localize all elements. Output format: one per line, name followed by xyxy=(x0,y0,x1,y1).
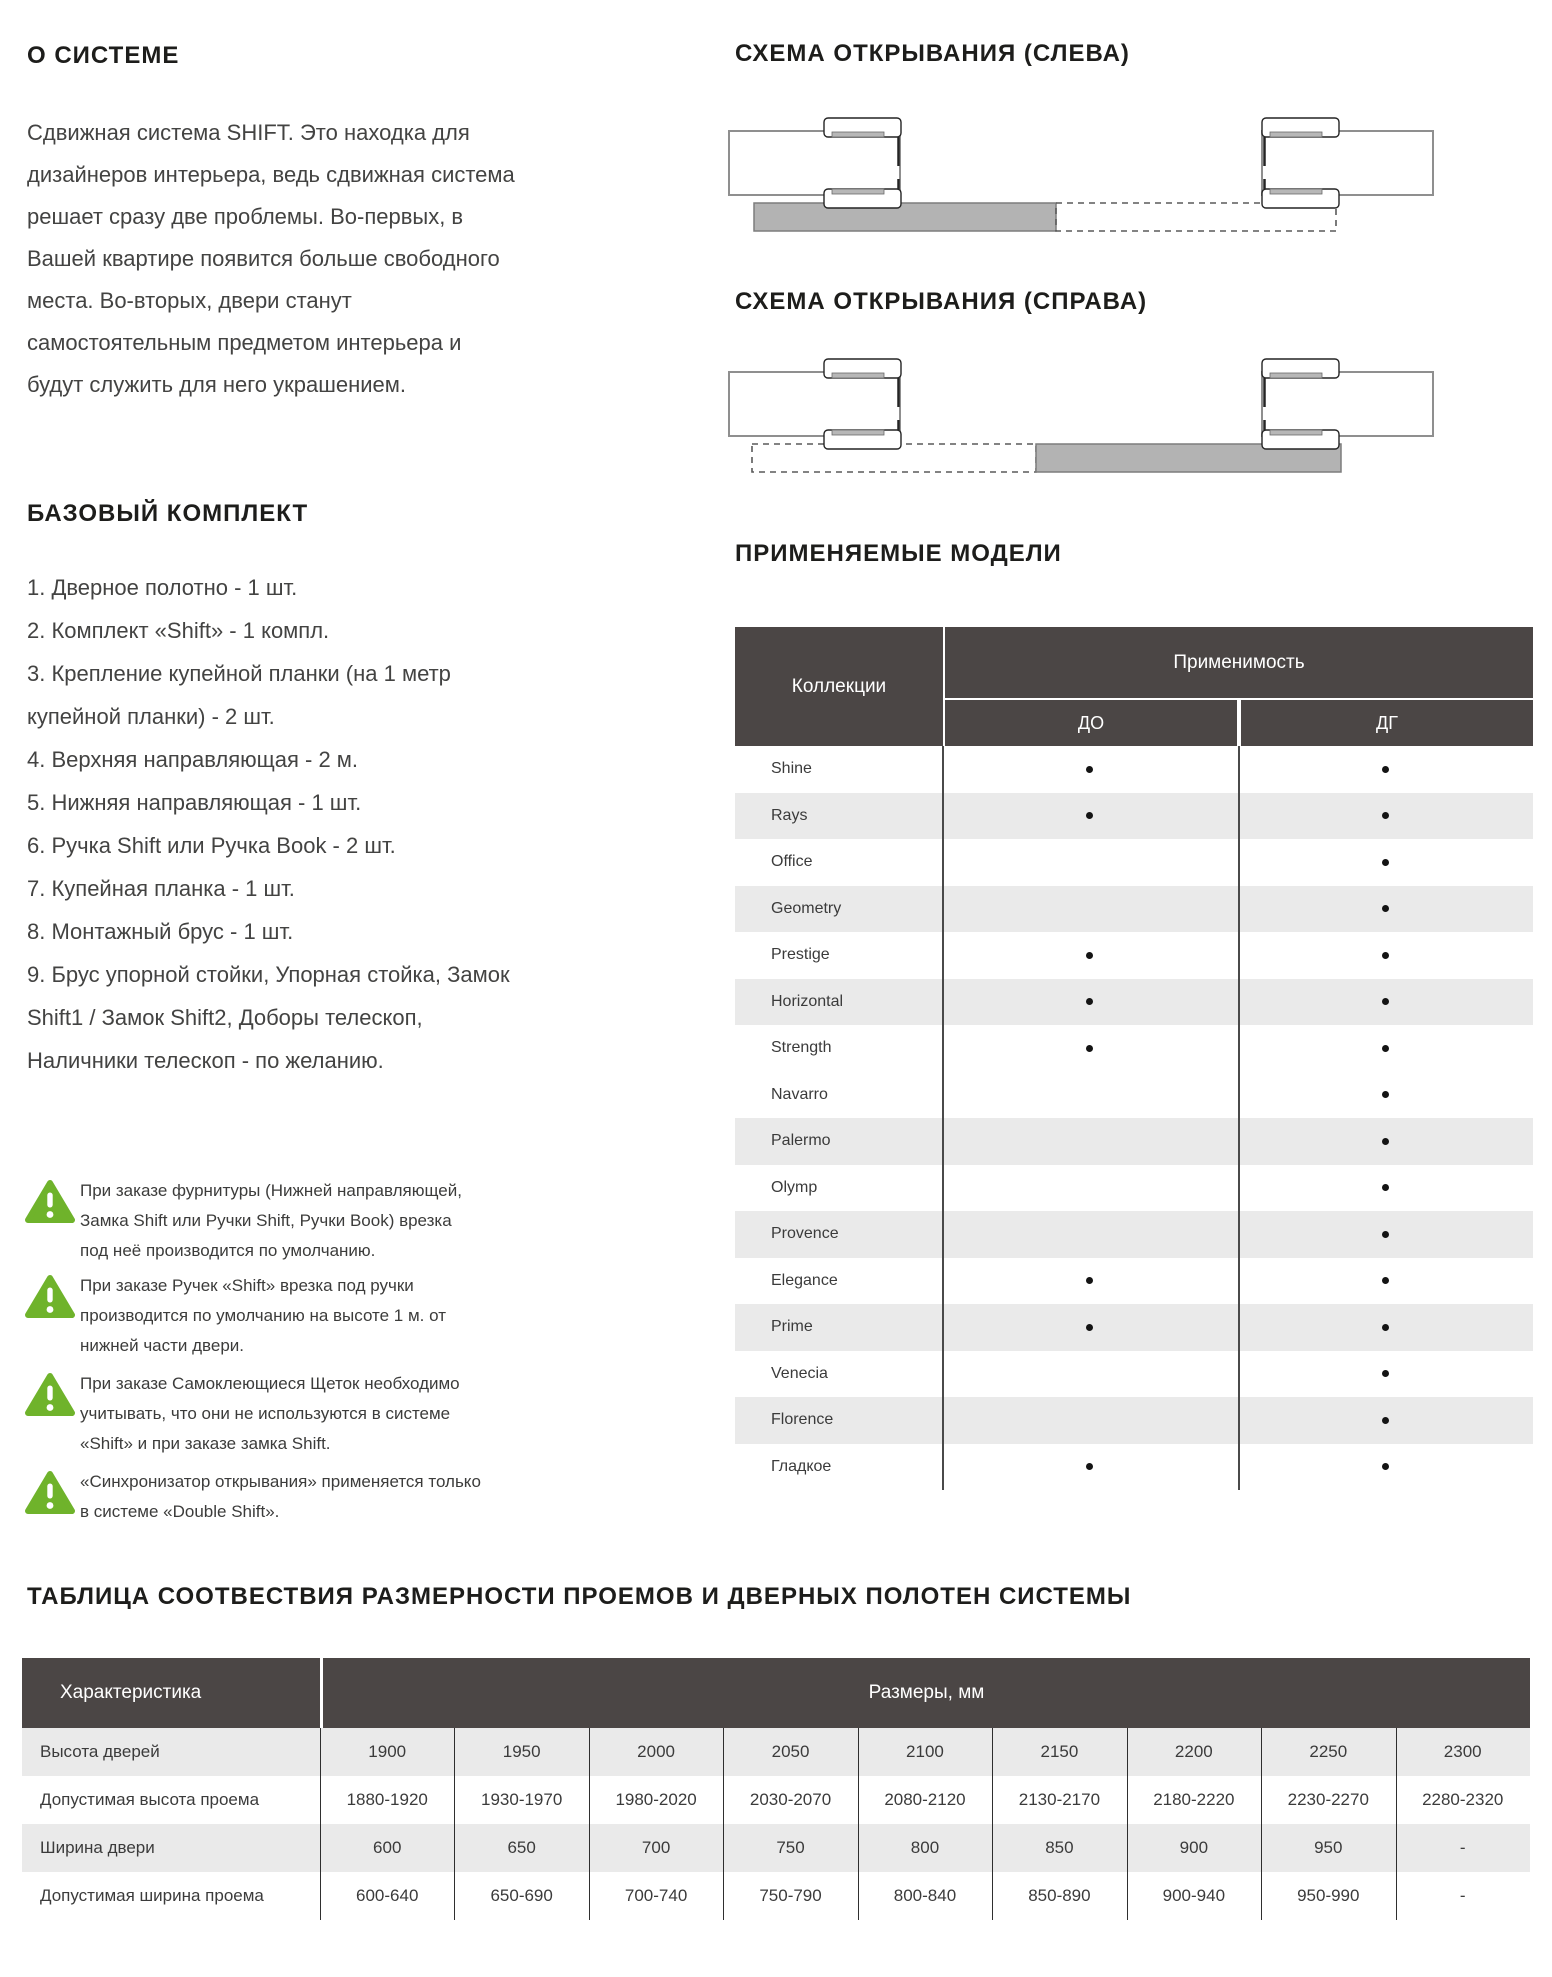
column-divider xyxy=(1238,746,1240,1490)
size-cell: 1930-1970 xyxy=(481,1790,563,1809)
kit-item: 9. Брус упорной стойки, Упорная стойка, Замок Shift1 / Замок Shift2, Доборы телескоп, Наличники телескоп - по желанию. xyxy=(27,962,510,1073)
do-dot xyxy=(1086,1463,1093,1470)
size-cell: 1980-2020 xyxy=(615,1790,697,1809)
table-row xyxy=(735,932,1533,979)
dg-dot xyxy=(1382,1138,1389,1145)
collection-name: Shine xyxy=(771,760,812,778)
column-divider xyxy=(454,1728,455,1920)
size-cell: 2130-2170 xyxy=(1018,1790,1101,1809)
collection-name: Office xyxy=(771,853,813,871)
table-row xyxy=(735,1165,1533,1212)
kit-heading: БАЗОВЫЙ КОМПЛЕКТ xyxy=(27,500,309,527)
collection-name: Navarro xyxy=(771,1085,828,1103)
column-divider xyxy=(942,746,944,1490)
size-cell: 2000 xyxy=(637,1742,675,1761)
kit-item: 4. Верхняя направляющая - 2 м. xyxy=(27,747,359,772)
models-header-collections: Коллекции xyxy=(735,627,943,746)
dg-dot xyxy=(1382,1231,1389,1238)
size-cell: 2230-2270 xyxy=(1287,1790,1369,1809)
dg-dot xyxy=(1382,859,1389,866)
size-rows xyxy=(22,1728,1530,1920)
size-cell: 850 xyxy=(1045,1838,1074,1857)
size-cell: 2200 xyxy=(1174,1742,1213,1761)
kit-item: 3. Крепление купейной планки (на 1 метр купейной планки) - 2 шт. xyxy=(27,661,451,729)
kit-item: 7. Купейная планка - 1 шт. xyxy=(27,876,295,901)
warning-triangle-icon xyxy=(25,1470,75,1515)
dg-dot xyxy=(1382,1184,1389,1191)
table-row xyxy=(735,839,1533,886)
size-cell: 950 xyxy=(1314,1838,1343,1857)
size-cell: 950-990 xyxy=(1297,1886,1360,1905)
do-dot xyxy=(1086,1277,1093,1284)
table-row xyxy=(735,793,1533,840)
collection-name: Rays xyxy=(771,806,808,824)
kit-item: 5. Нижняя направляющая - 1 шт. xyxy=(27,790,362,815)
size-cell: 2150 xyxy=(1040,1742,1079,1761)
kit-item: 8. Монтажный брус - 1 шт. xyxy=(27,919,294,944)
size-row-label: Высота дверей xyxy=(40,1742,160,1761)
column-divider xyxy=(992,1728,993,1920)
warning-text: При заказе Ручек «Shift» врезка под ручки производится по умолчанию на высоте 1 м. от нижней части двери. xyxy=(80,1276,446,1355)
size-row-label: Допустимая высота проема xyxy=(40,1790,260,1809)
size-cell: 600 xyxy=(373,1838,402,1857)
collection-name: Elegance xyxy=(771,1271,838,1289)
size-row-label: Допустимая ширина проема xyxy=(40,1886,264,1905)
table-row xyxy=(735,1444,1533,1491)
size-cell: 900 xyxy=(1179,1838,1209,1857)
kit-item: 6. Ручка Shift или Ручка Book - 2 шт. xyxy=(27,833,396,858)
size-cell: 2180-2220 xyxy=(1153,1790,1235,1809)
collection-name: Strength xyxy=(771,1039,832,1057)
scheme-right-heading: СХЕМА ОТКРЫВАНИЯ (СПРАВА) xyxy=(735,288,1148,315)
dg-dot xyxy=(1382,1463,1389,1470)
scheme-right-diagram xyxy=(725,349,1540,484)
scheme-left-heading: СХЕМА ОТКРЫВАНИЯ (СЛЕВА) xyxy=(735,40,1130,67)
kit-item: 1. Дверное полотно - 1 шт. xyxy=(27,575,298,600)
table-row xyxy=(735,1397,1533,1444)
size-cell: 800 xyxy=(910,1838,940,1857)
dg-dot xyxy=(1382,1045,1389,1052)
size-cell: - xyxy=(1459,1838,1466,1857)
column-divider xyxy=(320,1728,321,1920)
size-cell: 700-740 xyxy=(624,1886,688,1905)
do-dot xyxy=(1086,766,1093,773)
dg-dot xyxy=(1382,1417,1389,1424)
about-heading: О СИСТЕМЕ xyxy=(27,42,180,69)
dg-dot xyxy=(1382,1277,1389,1284)
collection-name: Venecia xyxy=(771,1364,828,1382)
size-cell: 2280-2320 xyxy=(1422,1790,1504,1809)
warning-text: При заказе фурнитуры (Нижней направляющей, Замка Shift или Ручки Shift, Ручки Book) врезка под неё производится по умолчанию. xyxy=(80,1181,462,1260)
warning-triangle-icon xyxy=(25,1274,75,1319)
dg-dot xyxy=(1382,998,1389,1005)
dg-dot xyxy=(1382,1370,1389,1377)
table-row xyxy=(735,979,1533,1026)
collection-name: Prime xyxy=(771,1318,813,1336)
table-row xyxy=(735,1211,1533,1258)
column-divider xyxy=(1396,1728,1397,1920)
kit-item: 2. Комплект «Shift» - 1 компл. xyxy=(27,618,330,643)
size-cell: - xyxy=(1459,1886,1466,1905)
column-divider xyxy=(1261,1728,1262,1920)
models-table-header xyxy=(735,627,1533,746)
warning-text: При заказе Самоклеющиеся Щеток необходимо учитывать, что они не используются в системе «Shift» и при заказе замка Shift. xyxy=(80,1374,460,1453)
size-cell: 2030-2070 xyxy=(749,1790,832,1809)
table-row xyxy=(22,1776,1530,1824)
size-table-header xyxy=(22,1658,1530,1728)
warning-triangle-icon xyxy=(25,1372,75,1417)
models-header-dg: ДГ xyxy=(1241,700,1533,746)
collection-name: Olymp xyxy=(771,1178,818,1196)
table-row xyxy=(22,1728,1530,1776)
size-cell: 850-890 xyxy=(1028,1886,1091,1905)
table-row xyxy=(735,886,1533,933)
size-cell: 1880-1920 xyxy=(346,1790,428,1809)
size-cell: 650-690 xyxy=(490,1886,553,1905)
table-row xyxy=(22,1872,1530,1920)
table-row xyxy=(22,1824,1530,1872)
collection-name: Prestige xyxy=(771,946,830,964)
collection-name: Florence xyxy=(771,1411,834,1429)
size-cell: 800-840 xyxy=(893,1886,957,1905)
models-heading: ПРИМЕНЯЕМЫЕ МОДЕЛИ xyxy=(735,540,1062,567)
size-cell: 2100 xyxy=(906,1742,944,1761)
column-divider xyxy=(723,1728,724,1920)
dg-dot xyxy=(1382,905,1389,912)
size-cell: 2250 xyxy=(1309,1742,1348,1761)
column-divider xyxy=(589,1728,590,1920)
size-cell: 2300 xyxy=(1443,1742,1482,1761)
do-dot xyxy=(1086,1045,1093,1052)
models-header-applicability: Применимость xyxy=(945,627,1533,698)
column-divider xyxy=(858,1728,859,1920)
do-dot xyxy=(1086,812,1093,819)
dg-dot xyxy=(1382,952,1389,959)
size-cell: 650 xyxy=(507,1838,536,1857)
warning-triangle-icon xyxy=(25,1179,75,1224)
size-cell: 750 xyxy=(776,1838,805,1857)
size-header-sizes: Размеры, мм xyxy=(323,1658,1530,1728)
table-row xyxy=(735,1072,1533,1119)
warning-text: «Синхронизатор открывания» применяется только в системе «Double Shift». xyxy=(80,1472,481,1521)
do-dot xyxy=(1086,998,1093,1005)
do-dot xyxy=(1086,1324,1093,1331)
size-header-characteristic: Характеристика xyxy=(22,1658,320,1728)
table-row xyxy=(735,1118,1533,1165)
size-cell: 900-940 xyxy=(1162,1886,1226,1905)
size-cell: 1900 xyxy=(368,1742,407,1761)
size-cell: 2080-2120 xyxy=(884,1790,966,1809)
dg-dot xyxy=(1382,1091,1389,1098)
collection-name: Provence xyxy=(771,1225,839,1243)
size-table-heading: ТАБЛИЦА СООТВЕСТВИЯ РАЗМЕРНОСТИ ПРОЕМОВ И ДВЕРНЫХ ПОЛОТЕН СИСТЕМЫ xyxy=(27,1583,1132,1610)
size-cell: 750-790 xyxy=(759,1886,822,1905)
size-cell: 600-640 xyxy=(356,1886,419,1905)
table-row xyxy=(735,746,1533,793)
table-row xyxy=(735,1304,1533,1351)
collection-name: Palermo xyxy=(771,1132,831,1150)
column-divider xyxy=(1127,1728,1128,1920)
dg-dot xyxy=(1382,812,1389,819)
do-dot xyxy=(1086,952,1093,959)
collection-name: Geometry xyxy=(771,899,842,917)
models-table xyxy=(735,627,1533,1490)
about-paragraph: Сдвижная система SHIFT. Это находка для дизайнеров интерьера, ведь сдвижная система решает сразу две проблемы. Во-первых, в Вашей квартире появится больше свободного места. Во-вторых, двери станут самостоятельным предметом интерьера и будут служить для него украшением. xyxy=(27,120,515,397)
table-row xyxy=(735,1351,1533,1398)
size-cell: 700 xyxy=(641,1838,671,1857)
models-rows xyxy=(735,746,1533,1490)
collection-name: Гладкое xyxy=(771,1457,832,1475)
collection-name: Horizontal xyxy=(771,992,844,1010)
size-table xyxy=(22,1658,1530,1920)
table-row xyxy=(735,1258,1533,1305)
dg-dot xyxy=(1382,766,1389,773)
dg-dot xyxy=(1382,1324,1389,1331)
size-cell: 1950 xyxy=(502,1742,541,1761)
scheme-left-diagram xyxy=(725,108,1540,243)
size-cell: 2050 xyxy=(771,1742,810,1761)
size-row-label: Ширина двери xyxy=(40,1838,155,1857)
table-row xyxy=(735,1025,1533,1072)
models-header-do: ДО xyxy=(945,700,1237,746)
